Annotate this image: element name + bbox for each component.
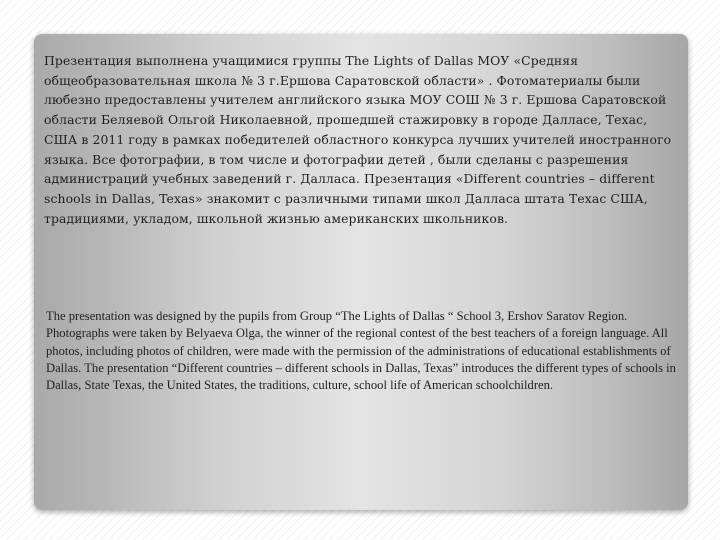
russian-description-paragraph: Презентация выполнена учащимися группы The Lights of Dallas МОУ «Средняя общеобразовательная школа № 3 г.Ершова Саратовской области» . Фотоматериалы были любезно предоставлены учителем английского языка МОУ СОШ № 3 г. Ершова Саратовской области Беляевой Ольгой Николаевной, прошедшей стажировку в городе Далласе, Техас, США в 2011 году в рамках победителей областного конкурса лучших учителей иностранного языка. Все фотографии, в том числе и фотографии детей , были сделаны с разрешения администраций учебных заведений г. Далласа. Презентация «Different countries – different schools in Dallas, Texas» знакомит с различными типами школ Далласа штата Техас США, традициями, укладом, школьной жизнью американских школьников.	[44, 53, 672, 226]
english-description-block	[46, 308, 676, 394]
english-description-paragraph: Photographs were taken by Belyaeva Olga, the winner of the regional contest of the best teachers of a foreign language. All photos, including photos of children, were made with the permission of the administrations of educational establishments of Dallas. The presentation “Different countries – different schools in Dallas, Texas” introduces the different types of schools in Dallas, State Texas, the United States, the traditions, culture, school life of American schoolchildren.	[46, 326, 676, 393]
english-credits-line: The presentation was designed by the pupils from Group “The Lights of Dallas “ School 3, Ershov Saratov Region.	[46, 309, 628, 323]
slide-panel	[34, 34, 688, 510]
